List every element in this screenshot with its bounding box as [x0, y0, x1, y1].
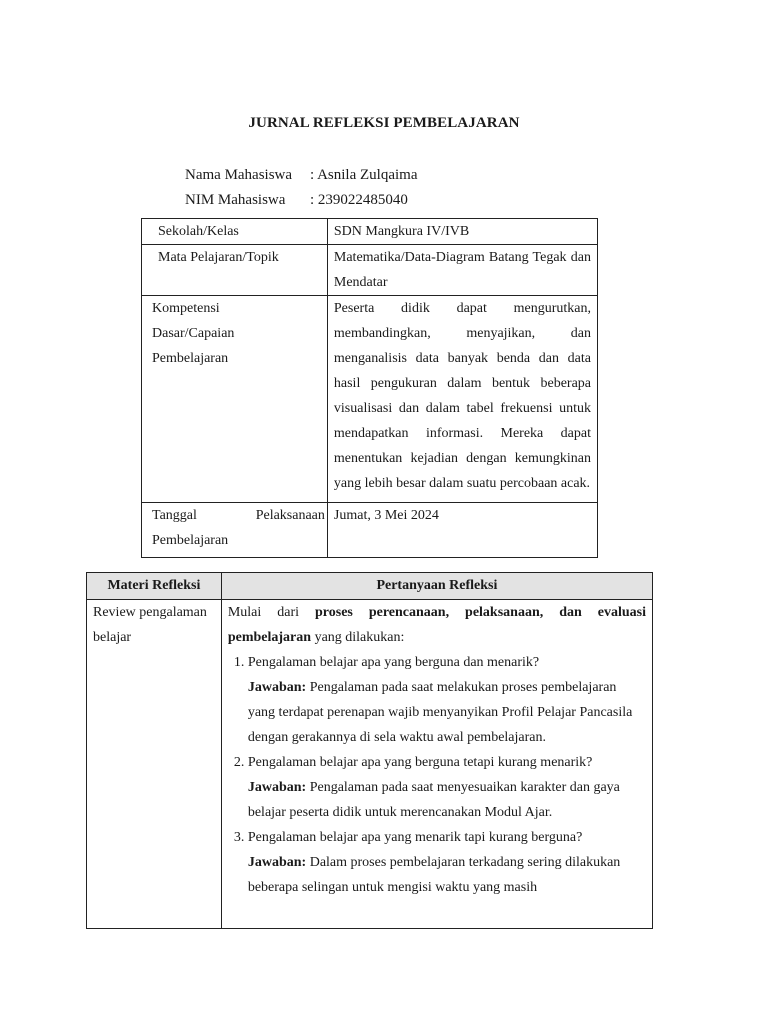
table-row — [142, 503, 598, 558]
answer-text — [248, 850, 646, 900]
intro-pre: Mulai dari — [227, 605, 315, 620]
answer-text — [248, 675, 646, 750]
student-name-label: Nama Mahasiswa — [185, 167, 293, 183]
row-label: Review pengalaman belajar — [87, 600, 222, 929]
question-list — [228, 650, 646, 900]
student-name-value: : Asnila Zulqaima — [310, 167, 418, 183]
intro-bold: proses perencanaan, pelaksanaan, dan evaluasi pembelajaran — [227, 605, 646, 645]
answer-label: Jawaban: — [247, 680, 307, 695]
question-text: 2. Pengalaman belajar apa yang berguna tetapi kurang menarik? — [247, 755, 593, 770]
school-label: Sekolah/Kelas — [142, 219, 328, 245]
date-label: Tanggal Pelaksanaan Pembelajaran — [142, 503, 328, 558]
student-nim-value: : 239022485040 — [310, 192, 408, 208]
question-text: 3. Pengalaman belajar apa yang menarik tapi kurang berguna? — [247, 830, 583, 845]
list-item — [248, 825, 646, 900]
header-pertanyaan: Pertanyaan Refleksi — [221, 573, 652, 600]
answer-text — [248, 775, 646, 825]
reflection-table — [86, 572, 653, 929]
page-title: JURNAL REFLEKSI PEMBELAJARAN — [248, 115, 520, 131]
info-table — [141, 218, 598, 558]
school-value: SDN Mangkura IV/IVB — [327, 219, 597, 245]
table-row — [142, 219, 598, 245]
list-item — [248, 750, 646, 825]
header-materi: Materi Refleksi — [87, 573, 222, 600]
table-row — [142, 296, 598, 503]
reflection-content — [221, 600, 652, 929]
table-row — [87, 600, 653, 929]
intro-post: yang dilakukan: — [311, 630, 405, 645]
question-text: 1. Pengalaman belajar apa yang berguna dan menarik? — [247, 655, 540, 670]
competency-label: Kompetensi Dasar/Capaian Pembelajaran — [142, 296, 328, 503]
table-row — [142, 245, 598, 296]
subject-label: Mata Pelajaran/Topik — [142, 245, 328, 296]
competency-value: Peserta didik dapat mengurutkan, membandingkan, menyajikan, dan menganalisis data banyak benda dan data hasil pengukuran dalam bentuk beberapa visualisasi dan dalam tabel frekuensi untuk mendapatkan informasi. Mereka dapat menentukan kejadian dengan kemungkinan yang lebih besar dalam suatu percobaan acak. — [327, 296, 597, 503]
list-item — [248, 650, 646, 750]
student-nim-label: NIM Mahasiswa — [185, 192, 286, 208]
answer-body: Pengalaman pada saat melakukan proses pembelajaran yang terdapat perenapan wajib menyanyikan Profil Pelajar Pancasila dengan gerakannya di sela waktu awal pembelajaran. — [247, 680, 633, 745]
answer-body: Dalam proses pembelajaran terkadang sering dilakukan beberapa selingan untuk mengisi waktu yang masih — [247, 855, 621, 895]
answer-body: Pengalaman pada saat menyesuaikan karakter dan gaya belajar peserta didik untuk merencanakan Modul Ajar. — [247, 780, 620, 820]
subject-value: Matematika/Data-Diagram Batang Tegak dan Mendatar — [327, 245, 597, 296]
answer-label: Jawaban: — [247, 855, 307, 870]
table-header-row — [87, 573, 653, 600]
student-nim-row — [185, 192, 408, 209]
student-name-row — [185, 167, 417, 184]
answer-label: Jawaban: — [247, 780, 307, 795]
intro-text — [228, 600, 646, 650]
date-value: Jumat, 3 Mei 2024 — [327, 503, 597, 558]
